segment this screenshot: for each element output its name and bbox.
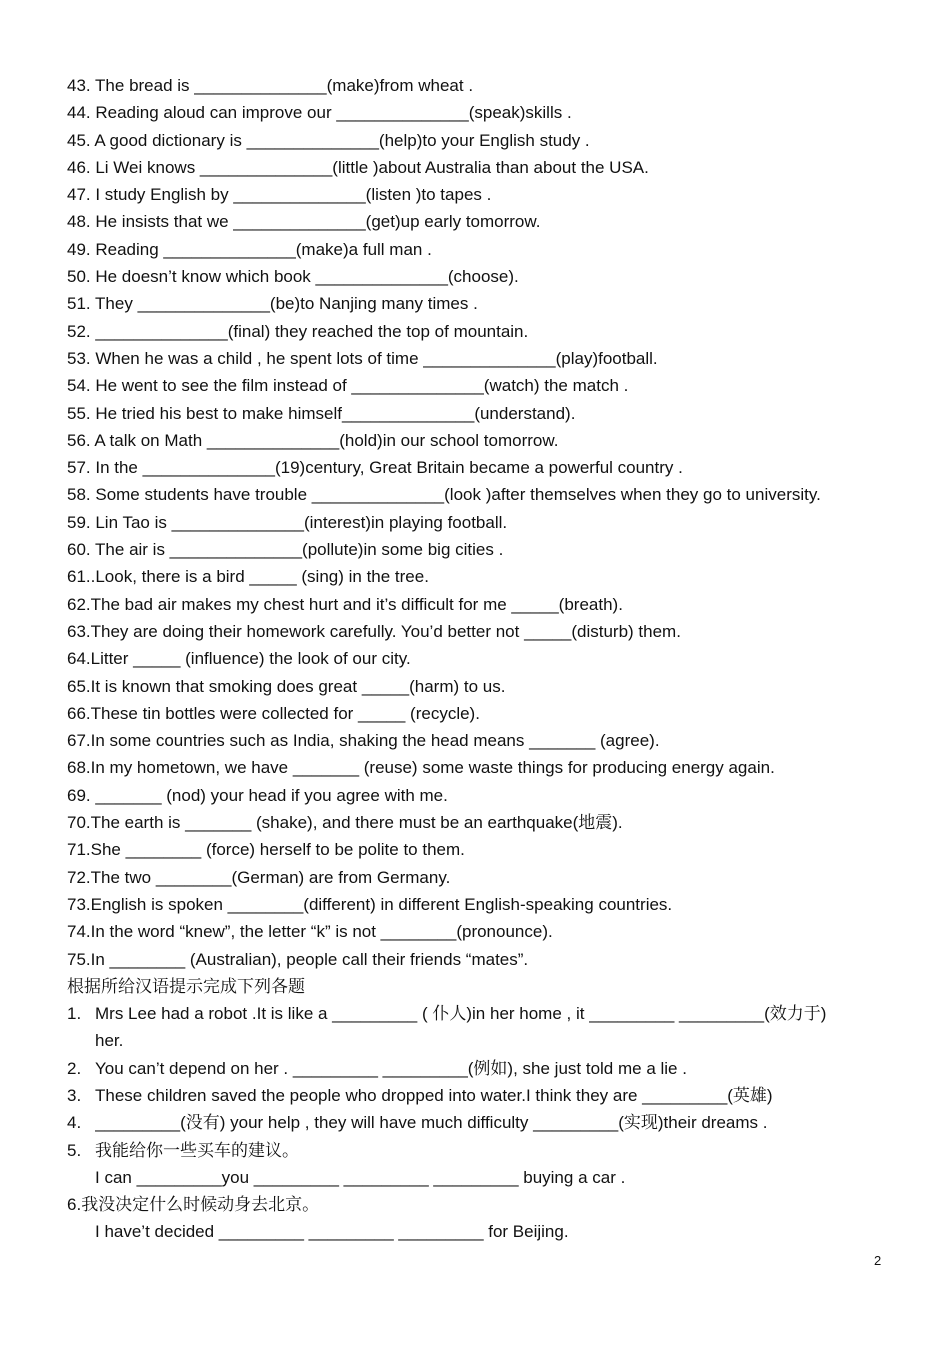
- question-74: 74.In the word “knew”, the letter “k” is not ________(pronounce).: [67, 922, 553, 942]
- question-54: 54. He went to see the film instead of ______________(watch) the match .: [67, 376, 629, 396]
- chinese-item-1-continuation: her.: [95, 1031, 124, 1051]
- question-53: 53. When he was a child , he spent lots of time ______________(play)football.: [67, 348, 658, 368]
- item-text: You can’t depend on her . _________ _________(例如), she just told me a lie .: [95, 1058, 687, 1078]
- chinese-item-1: [67, 1000, 907, 1027]
- chinese-item-3: [67, 1082, 907, 1109]
- chinese-item-6: [67, 1191, 907, 1218]
- section-title: 根据所给汉语提示完成下列各题: [67, 976, 305, 996]
- question-62: 62.The bad air makes my chest hurt and it’s difficult for me _____(breath).: [67, 594, 623, 614]
- question-44: 44. Reading aloud can improve our ______________(speak)skills .: [67, 103, 572, 123]
- item-number: 6.: [67, 1195, 82, 1215]
- question-71: 71.She ________ (force) herself to be polite to them.: [67, 840, 465, 860]
- question-72: 72.The two ________(German) are from Germany.: [67, 867, 451, 887]
- item-number: 3.: [67, 1085, 82, 1105]
- item-number: 1.: [67, 1004, 82, 1024]
- question-48: 48. He insists that we ______________(get)up early tomorrow.: [67, 212, 541, 232]
- question-45: 45. A good dictionary is ______________(help)to your English study .: [67, 130, 590, 150]
- item-number: 2.: [67, 1058, 82, 1078]
- question-58: 58. Some students have trouble ______________(look )after themselves when they go to university.: [67, 485, 821, 505]
- question-65: 65.It is known that smoking does great _____(harm) to us.: [67, 676, 506, 696]
- question-57: 57. In the ______________(19)century, Great Britain became a powerful country .: [67, 458, 683, 478]
- question-49: 49. Reading ______________(make)a full man .: [67, 239, 432, 259]
- question-60: 60. The air is ______________(pollute)in some big cities .: [67, 540, 504, 560]
- item-text: 我能给你一些买车的建议。: [95, 1140, 299, 1160]
- question-43: 43. The bread is ______________(make)from wheat .: [67, 76, 474, 95]
- question-61: 61..Look, there is a bird _____ (sing) in the tree.: [67, 567, 429, 587]
- item-text: These children saved the people who dropped into water.I think they are _________(英雄): [95, 1085, 773, 1105]
- question-50: 50. He doesn’t know which book ______________(choose).: [67, 267, 519, 287]
- question-59: 59. Lin Tao is ______________(interest)in playing football.: [67, 512, 508, 532]
- question-69: 69. _______ (nod) your head if you agree with me.: [67, 785, 448, 805]
- item-number: 5.: [67, 1140, 82, 1160]
- item-text: Mrs Lee had a robot .It is like a _________ ( 仆人)in her home , it _________ _________(效力于): [95, 1004, 827, 1024]
- question-68: 68.In my hometown, we have _______ (reuse) some waste things for producing energy again.: [67, 758, 775, 778]
- question-52: 52. ______________(final) they reached the top of mountain.: [67, 321, 529, 341]
- exercise-content: [67, 72, 907, 1246]
- question-55: 55. He tried his best to make himself______________(understand).: [67, 403, 576, 423]
- chinese-item-5-continuation: I can _________you _________ _________ _________ buying a car .: [95, 1167, 626, 1187]
- question-70: 70.The earth is _______ (shake), and there must be an earthquake(地震).: [67, 813, 623, 833]
- question-47: 47. I study English by ______________(listen )to tapes .: [67, 185, 492, 205]
- question-75: 75.In ________ (Australian), people call their friends “mates”.: [67, 949, 529, 969]
- question-64: 64.Litter _____ (influence) the look of our city.: [67, 649, 411, 669]
- question-66: 66.These tin bottles were collected for _____ (recycle).: [67, 703, 480, 723]
- chinese-item-6-continuation: I have’t decided _________ _________ _________ for Beijing.: [95, 1222, 569, 1242]
- item-number: 4.: [67, 1113, 82, 1133]
- question-67: 67.In some countries such as India, shaking the head means _______ (agree).: [67, 731, 660, 751]
- chinese-item-4: [67, 1109, 907, 1136]
- question-63: 63.They are doing their homework carefully. You’d better not _____(disturb) them.: [67, 621, 681, 641]
- question-73: 73.English is spoken ________(different) in different English-speaking countries.: [67, 894, 673, 914]
- chinese-item-5: [67, 1137, 907, 1164]
- chinese-item-2: [67, 1055, 907, 1082]
- question-46: 46. Li Wei knows ______________(little )about Australia than about the USA.: [67, 157, 649, 177]
- item-text: 我没决定什么时候动身去北京。: [81, 1195, 320, 1215]
- page-number: 2: [874, 1253, 882, 1268]
- item-text: _________(没有) your help , they will have much difficulty _________(实现)their dreams .: [95, 1113, 768, 1133]
- question-51: 51. They ______________(be)to Nanjing many times .: [67, 294, 478, 314]
- question-56: 56. A talk on Math ______________(hold)in our school tomorrow.: [67, 430, 559, 450]
